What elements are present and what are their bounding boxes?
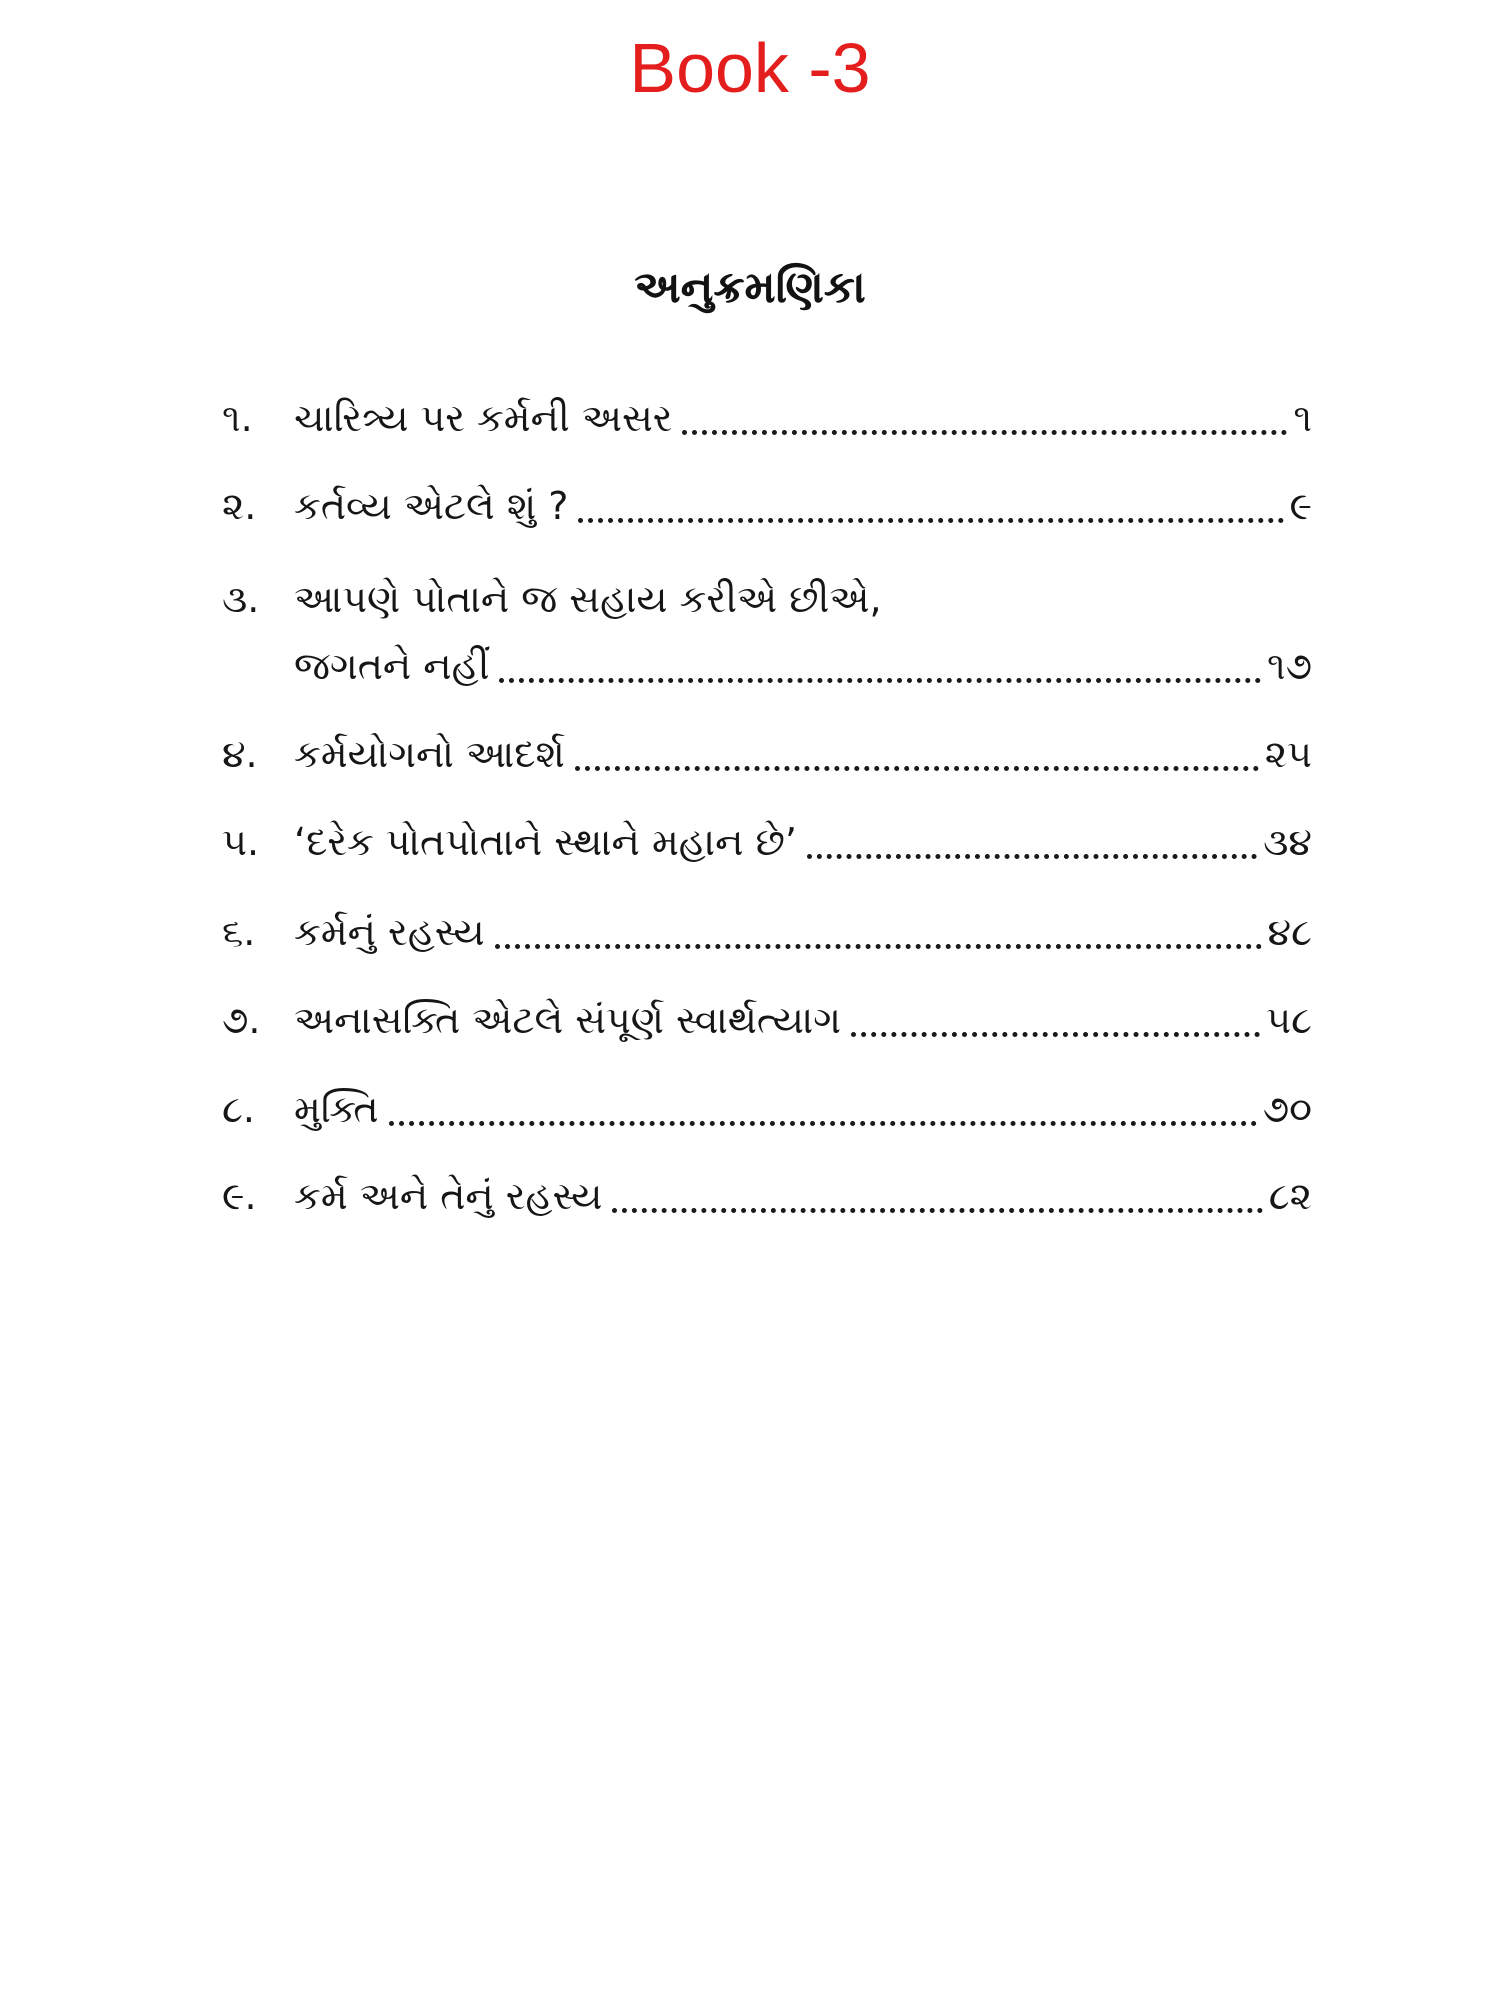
- toc-entry-5: [222, 812, 1312, 872]
- toc-entry-7: [222, 990, 1312, 1050]
- dot-leader: [499, 678, 1261, 683]
- toc-entry-title: અનાસક્તિ એટલે સંપૂર્ણ સ્વાર્થત્યાગ: [294, 998, 841, 1042]
- toc-entry-page: ૪૮: [1267, 910, 1312, 954]
- dot-leader: [612, 1208, 1262, 1213]
- dot-leader: [389, 1121, 1257, 1126]
- toc-entry-page: ૭૦: [1262, 1087, 1312, 1131]
- toc-entry-title: કર્મ અને તેનું રહસ્ય: [294, 1174, 603, 1218]
- toc-entry-title: ચારિત્ર્ય પર કર્મની અસર: [294, 396, 673, 440]
- toc-entry-6: [222, 902, 1312, 962]
- toc-entry-number: ૩.: [222, 577, 260, 621]
- toc-entry-title: કર્તવ્ય એટલે શું ?: [294, 484, 569, 528]
- toc-entry-8: [222, 1079, 1312, 1139]
- toc-entry-page: ૯: [1289, 484, 1312, 528]
- toc-entry-number: ૪.: [222, 732, 258, 776]
- toc-entry-title: મુક્તિ: [294, 1087, 379, 1131]
- dot-leader: [807, 854, 1257, 859]
- toc-entry-number: ૭.: [222, 998, 261, 1042]
- toc-entry-title-line1: આપણે પોતાને જ સહાય કરીએ છીએ,: [294, 577, 882, 621]
- toc-entry-page: ૧: [1293, 396, 1312, 440]
- toc-entry-title: કર્મયોગનો આદર્શ: [294, 732, 565, 776]
- dot-leader: [495, 944, 1262, 949]
- book-label: Book -3: [629, 29, 871, 107]
- dot-leader: [578, 518, 1283, 523]
- toc-entry-1: [222, 388, 1312, 448]
- toc-entry-page: ૧૭: [1266, 644, 1312, 688]
- toc-title: અનુક્રમણિકા: [634, 262, 866, 313]
- toc-entry-2: [222, 476, 1312, 536]
- dot-leader: [682, 430, 1287, 435]
- dot-leader: [851, 1032, 1260, 1037]
- toc-entry-page: ૨૫: [1264, 732, 1312, 776]
- toc-entry-4: [222, 724, 1312, 784]
- toc-entry-page: ૮૨: [1268, 1174, 1312, 1218]
- toc-entry-page: ૩૪: [1263, 820, 1312, 864]
- toc-entry-number: ૫.: [222, 820, 260, 864]
- toc-entry-number: ૬.: [222, 910, 256, 954]
- toc-entry-9: [222, 1166, 1312, 1226]
- toc-entry-page: ૫૮: [1266, 998, 1312, 1042]
- toc-entry-3: [222, 569, 1312, 696]
- toc-entry-number: ૨.: [222, 484, 257, 528]
- toc-entry-title: જગતને નહીં: [294, 644, 490, 688]
- toc-entry-number: ૯.: [222, 1174, 257, 1218]
- toc-entry-title: કર્મનું રહસ્ય: [294, 910, 485, 954]
- toc-entry-number: ૮.: [222, 1087, 255, 1131]
- toc-entry-number: ૧.: [222, 396, 253, 440]
- toc-entry-title: ‘દરેક પોતપોતાને સ્થાને મહાન છે’: [294, 820, 797, 864]
- dot-leader: [575, 766, 1259, 771]
